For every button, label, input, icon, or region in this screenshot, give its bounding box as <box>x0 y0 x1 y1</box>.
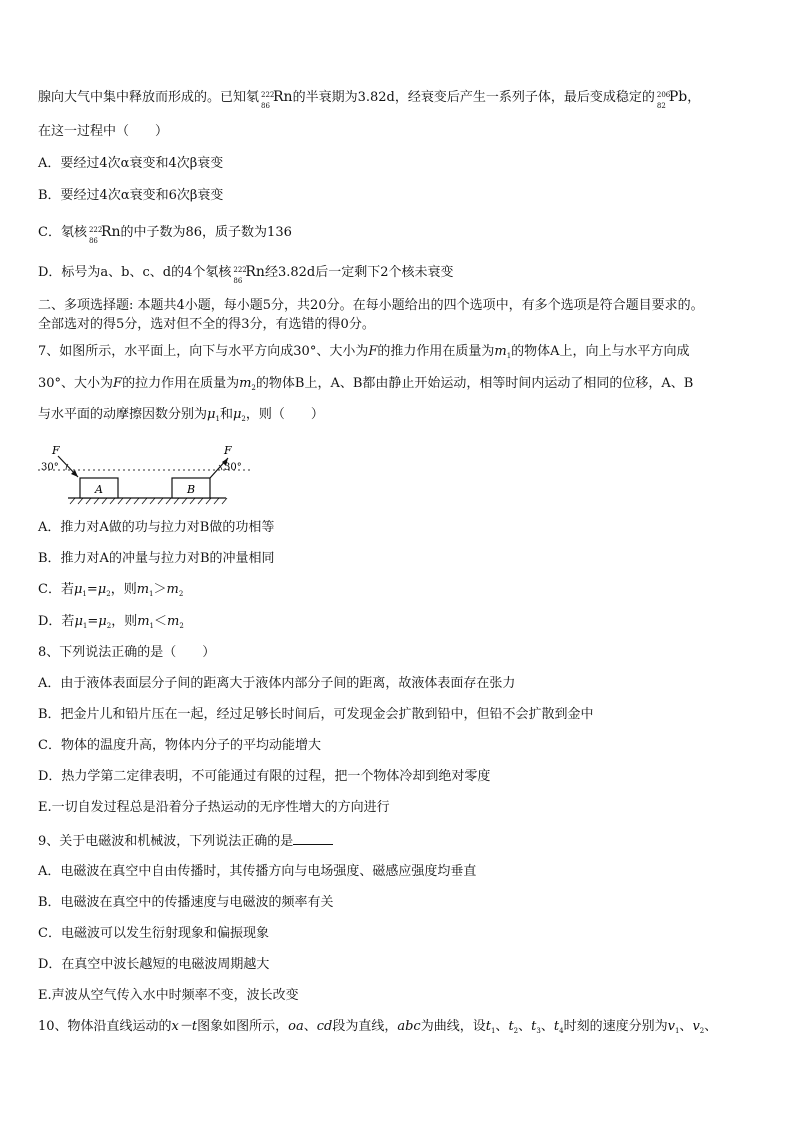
q6-option-b: B．要经过4次α衰变和6次β衰变 <box>38 188 224 203</box>
q8-option-b: B．把金片儿和铅片压在一起，经过足够长时间后，可发现金会扩散到铅中，但铅不会扩散到金中 <box>38 707 594 722</box>
q6-option-d: D．标号为a、b、c、d的4个氡核 222 86 Rn经3.82d后一定剩下2个核未衰变 <box>38 264 454 285</box>
q7-option-b: B．推力对A的冲量与拉力对B的冲量相同 <box>38 551 275 566</box>
rn-isotope: 222 86 <box>233 265 247 285</box>
pb-isotope: 206 82 <box>656 90 671 110</box>
q9-option-d: D．在真空中波长越短的电磁波周期越大 <box>38 957 270 972</box>
answer-blank <box>293 832 333 845</box>
q8-stem: 8、下列说法正确的是（ ） <box>38 645 216 660</box>
pull-angle-label: 30° <box>224 462 242 473</box>
q9-stem: 9、关于电磁波和机械波，下列说法正确的是 <box>38 832 764 850</box>
block-a-label: A <box>95 483 103 496</box>
q7-option-c: C．若$\mu_1=\mu_2$，则$m_1>m_2$ <box>38 582 184 598</box>
q7-stem-line3: 与水平面的动摩擦因数分别为$\mu_1$和$\mu_2$，则（ ） <box>38 407 324 423</box>
ground-hatch <box>70 498 227 504</box>
q7-stem-line1: 7、如图所示，水平面上，向下与水平方向成30°、大小为F的推力作用在质量为$m_1$的物体A上，向上与水平方向成 <box>38 344 690 360</box>
q7-stem-line2: 30°、大小为F的拉力作用在质量为$m_2$的物体B上，A、B都由静止开始运动，相等时间内运动了相同的位移，A、B <box>38 376 694 392</box>
pull-force-label: F <box>224 444 232 457</box>
section2-header-line1: 二、多项选择题: 本题共4小题，每小题5分，共20分。在每小题给出的四个选项中，有多个选项是符合题目要求的。 <box>38 298 704 313</box>
rn-isotope: 222 86 <box>261 90 275 110</box>
q6-stem-line2: 在这一过程中（ ） <box>38 124 169 139</box>
q7-option-a: A．推力对A做的功与拉力对B做的功相等 <box>38 520 275 535</box>
q10-stem: 10、物体沿直线运动的x－t图象如图所示，oa、cd段为直线，abc为曲线，设$t_1$、$t_2$、$t_3$、$t_4$时刻的速度分别为$v_1$、$v_2$、 <box>38 1019 718 1035</box>
q9-option-e: E.声波从空气传入水中时频率不变，波长改变 <box>38 988 299 1003</box>
q6-option-c: C．氡核 222 86 Rn的中子数为86，质子数为136 <box>38 224 292 245</box>
block-b-label: B <box>186 483 196 496</box>
q6-stem-line1: 腺向大气中集中释放而形成的。已知氡 222 86 Rn的半衰期为3.82d，经衰变后产生一系列子体，最后变成稳定的 206 82 Pb， <box>38 89 701 110</box>
q9-option-c: C．电磁波可以发生衍射现象和偏振现象 <box>38 926 269 941</box>
q6-text: 腺向大气中集中释放而形成的。已知氡 <box>38 90 260 105</box>
section2-header-line2: 全部选对的得5分，选对但不全的得3分，有选错的得0分。 <box>38 317 375 332</box>
q8-option-d: D．热力学第二定律表明，不可能通过有限的过程，把一个物体冷却到绝对零度 <box>38 769 491 784</box>
push-angle-label: 30° <box>41 462 59 473</box>
q7-option-d: D．若$\mu_1=\mu_2$，则$m_1<m_2$ <box>38 614 184 630</box>
q9-option-a: A．电磁波在真空中自由传播时，其传播方向与电场强度、磁感应强度均垂直 <box>38 864 477 879</box>
q9-option-b: B．电磁波在真空中的传播速度与电磁波的频率有关 <box>38 895 334 910</box>
q8-option-c: C．物体的温度升高，物体内分子的平均动能增大 <box>38 738 321 753</box>
q6-option-a: A．要经过4次α衰变和4次β衰变 <box>38 156 224 171</box>
q8-option-a: A．由于液体表面层分子间的距离大于液体内部分子间的距离，故液体表面存在张力 <box>38 676 516 691</box>
q8-option-e: E.一切自发过程总是沿着分子热运动的无序性增大的方向进行 <box>38 800 390 815</box>
q7-figure <box>38 440 253 506</box>
rn-isotope: 222 86 <box>88 225 103 245</box>
push-force-label: F <box>52 444 60 457</box>
